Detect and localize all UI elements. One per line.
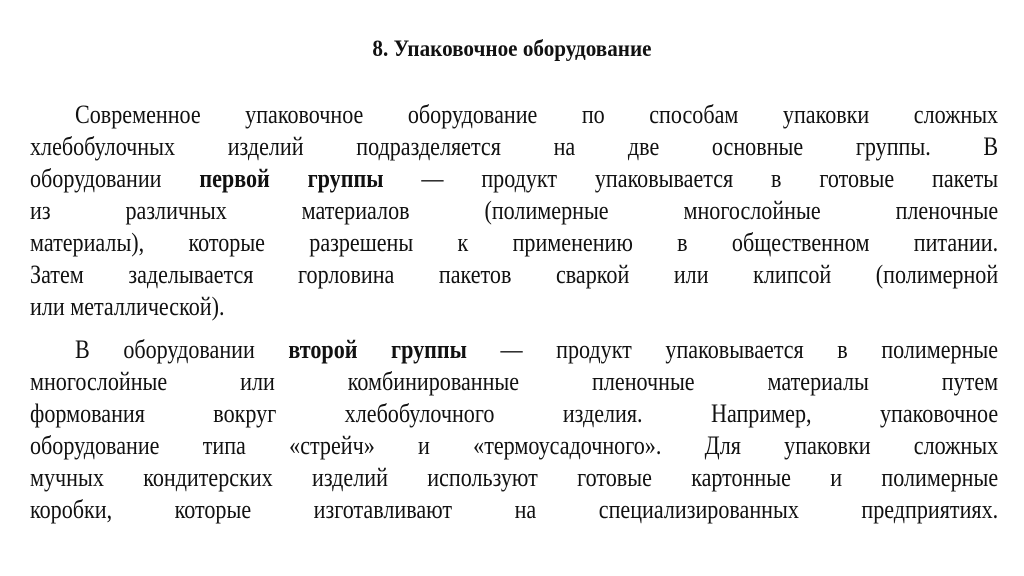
text-line: хлебобулочных изделий подразделяется на две основные группы. В <box>30 132 999 161</box>
text-line: оборудование типа «стрейч» и «термоусадочного». Для упаковки сложных <box>30 431 999 460</box>
text: — продукт упаковывается в полимерные <box>466 335 999 364</box>
text-line: Современное упаковочное оборудование по способам упаковки сложных <box>75 100 999 129</box>
bold-term: первой группы <box>199 164 384 193</box>
text-line: из различных материалов (полимерные многослойные пленочные <box>30 196 999 225</box>
text-line: материалы), которые разрешены к применению в общественном питании. <box>30 228 999 257</box>
text: оборудовании <box>30 164 200 193</box>
text-line: мучных кондитерских изделий используют готовые картонные и полимерные <box>30 463 999 492</box>
text-line: или металлической). <box>30 292 225 321</box>
bold-term: второй группы <box>288 335 467 364</box>
text-line <box>30 163 998 195</box>
text-line: формования вокруг хлебобулочного изделия. Например, упаковочное <box>30 399 999 428</box>
text-line: многослойные или комбинированные пленочные материалы путем <box>30 367 999 396</box>
text-line: Затем заделывается горловина пакетов сваркой или клипсой (полимерной <box>30 260 999 289</box>
text: В оборудовании <box>75 335 289 364</box>
text: — продукт упаковывается в готовые пакеты <box>383 164 999 193</box>
text-line <box>75 334 998 366</box>
section-title: 8. Упаковочное оборудование <box>372 36 652 61</box>
text-line: коробки, которые изготавливают на специализированных предприятиях. <box>30 495 999 524</box>
